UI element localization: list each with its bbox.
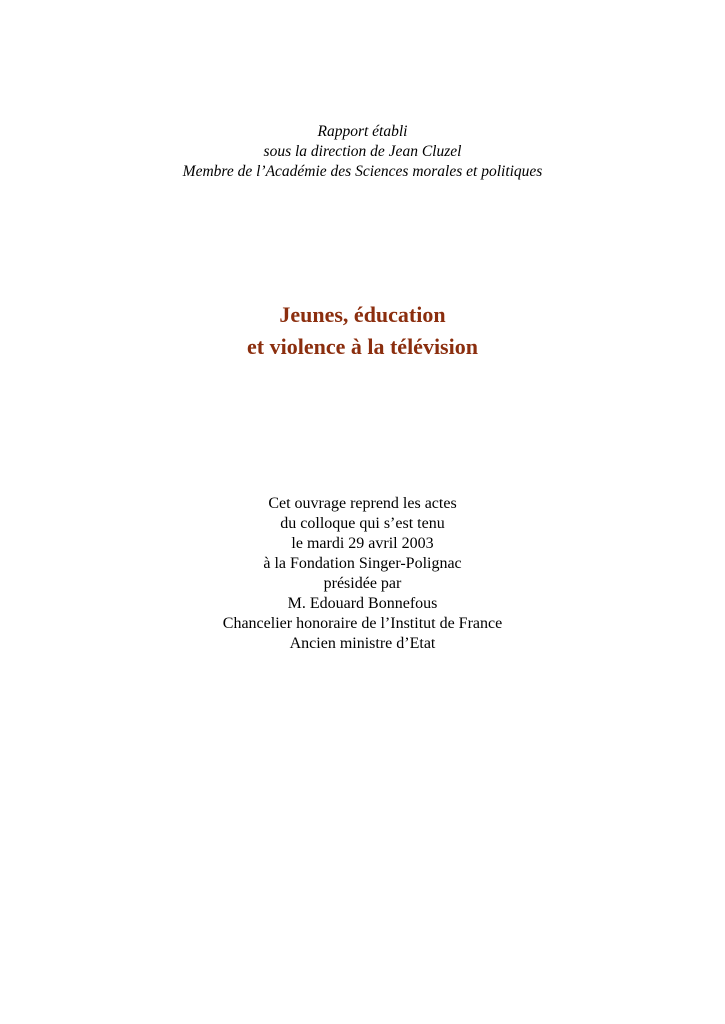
report-credit-block: [0, 122, 725, 182]
report-type-line: Rapport établi: [317, 123, 408, 140]
details-line-1: Cet ouvrage reprend les actes: [268, 495, 457, 512]
details-chaired-by-line: présidée par: [323, 575, 402, 592]
document-title: [0, 299, 725, 363]
details-line-2: du colloque qui s’est tenu: [280, 515, 445, 532]
report-affiliation-line: Membre de l’Académie des Sciences morales et politiques: [182, 163, 543, 180]
title-line-1: Jeunes, éducation: [279, 302, 446, 327]
details-chair-name-line: M. Edouard Bonnefous: [287, 595, 438, 612]
details-venue-line: à la Fondation Singer-Polignac: [263, 555, 462, 572]
report-direction-line: sous la direction de Jean Cluzel: [263, 143, 462, 160]
title-line-2: et violence à la télévision: [247, 334, 478, 359]
colloquium-details-block: [0, 494, 725, 654]
details-date-line: le mardi 29 avril 2003: [291, 535, 434, 552]
details-chair-former-role-line: Ancien ministre d’Etat: [289, 635, 436, 652]
details-chair-title-line: Chancelier honoraire de l’Institut de France: [222, 615, 503, 632]
